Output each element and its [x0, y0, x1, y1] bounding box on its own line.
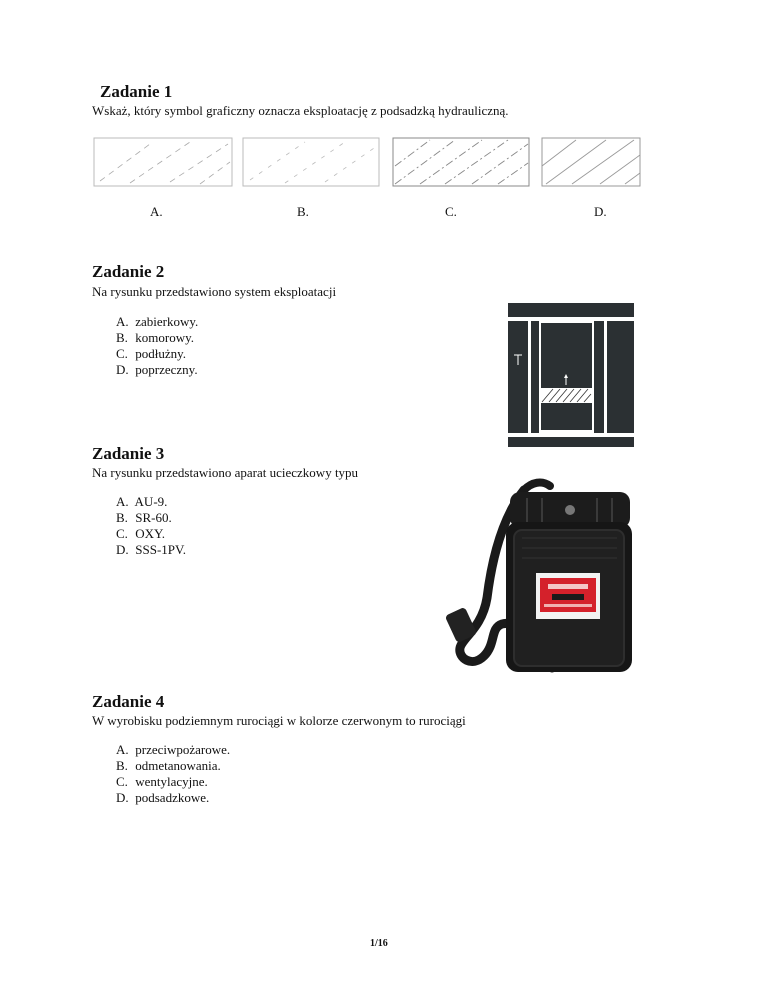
q3-option-d[interactable] [116, 542, 186, 558]
mining-system-diagram [508, 303, 634, 447]
q2-title: Zadanie 2 [92, 262, 165, 281]
option-text: poprzeczny. [135, 362, 198, 377]
escape-apparatus-photo [432, 478, 640, 678]
q2-options [116, 314, 198, 378]
option-text: odmetanowania. [135, 758, 221, 773]
option-text: podłużny. [135, 346, 187, 361]
q2-question: Na rysunku przedstawiono system eksploatacji [92, 284, 337, 299]
option-letter: A. [116, 314, 129, 329]
option-letter: C. [116, 774, 128, 789]
q4-title: Zadanie 4 [92, 692, 165, 711]
symbol-d[interactable] [542, 138, 640, 186]
q4-option-c[interactable] [116, 774, 230, 790]
option-letter: A. [116, 494, 129, 509]
q3-title: Zadanie 3 [92, 444, 165, 463]
q3-option-a[interactable] [116, 494, 186, 510]
option-letter: D. [116, 362, 129, 377]
q1-title: Zadanie 1 [100, 82, 173, 101]
q4-option-b[interactable] [116, 758, 230, 774]
q4-options [116, 742, 230, 806]
q1-symbols [90, 136, 650, 194]
page-number: 1/16 [370, 938, 388, 949]
option-letter: B. [116, 758, 128, 773]
option-letter: B. [116, 330, 128, 345]
symbol-label-b: B. [297, 204, 309, 219]
symbol-label-a: A. [150, 204, 163, 219]
option-letter: C. [116, 346, 128, 361]
q2-option-c[interactable] [116, 346, 198, 362]
option-letter: A. [116, 742, 129, 757]
option-text: komorowy. [135, 330, 194, 345]
q3-options [116, 494, 186, 558]
option-text: SSS-1PV. [135, 542, 186, 557]
symbol-label-d: D. [594, 204, 607, 219]
option-letter: C. [116, 526, 128, 541]
q4-question: W wyrobisku podziemnym rurociągi w kolorze czerwonym to rurociągi [92, 713, 466, 728]
q2-option-b[interactable] [116, 330, 198, 346]
option-text: zabierkowy. [135, 314, 199, 329]
q3-option-c[interactable] [116, 526, 186, 542]
option-text: przeciwpożarowe. [135, 742, 231, 757]
option-text: SR-60. [135, 510, 172, 525]
symbol-c[interactable] [393, 138, 529, 186]
symbol-b[interactable] [243, 138, 379, 186]
option-letter: B. [116, 510, 128, 525]
q2-option-d[interactable] [116, 362, 198, 378]
q2-option-a[interactable] [116, 314, 198, 330]
q4-option-a[interactable] [116, 742, 230, 758]
option-letter: D. [116, 790, 129, 805]
option-text: wentylacyjne. [135, 774, 208, 789]
q3-question: Na rysunku przedstawiono aparat ucieczkowy typu [92, 465, 359, 480]
q4-option-d[interactable] [116, 790, 230, 806]
option-text: AU-9. [134, 494, 168, 509]
symbol-a[interactable] [94, 138, 232, 186]
q3-option-b[interactable] [116, 510, 186, 526]
option-text: podsadzkowe. [135, 790, 210, 805]
option-text: OXY. [135, 526, 165, 541]
symbol-label-c: C. [445, 204, 457, 219]
q1-question: Wskaż, który symbol graficzny oznacza eksploatację z podsadzką hydrauliczną. [92, 103, 509, 118]
option-letter: D. [116, 542, 129, 557]
